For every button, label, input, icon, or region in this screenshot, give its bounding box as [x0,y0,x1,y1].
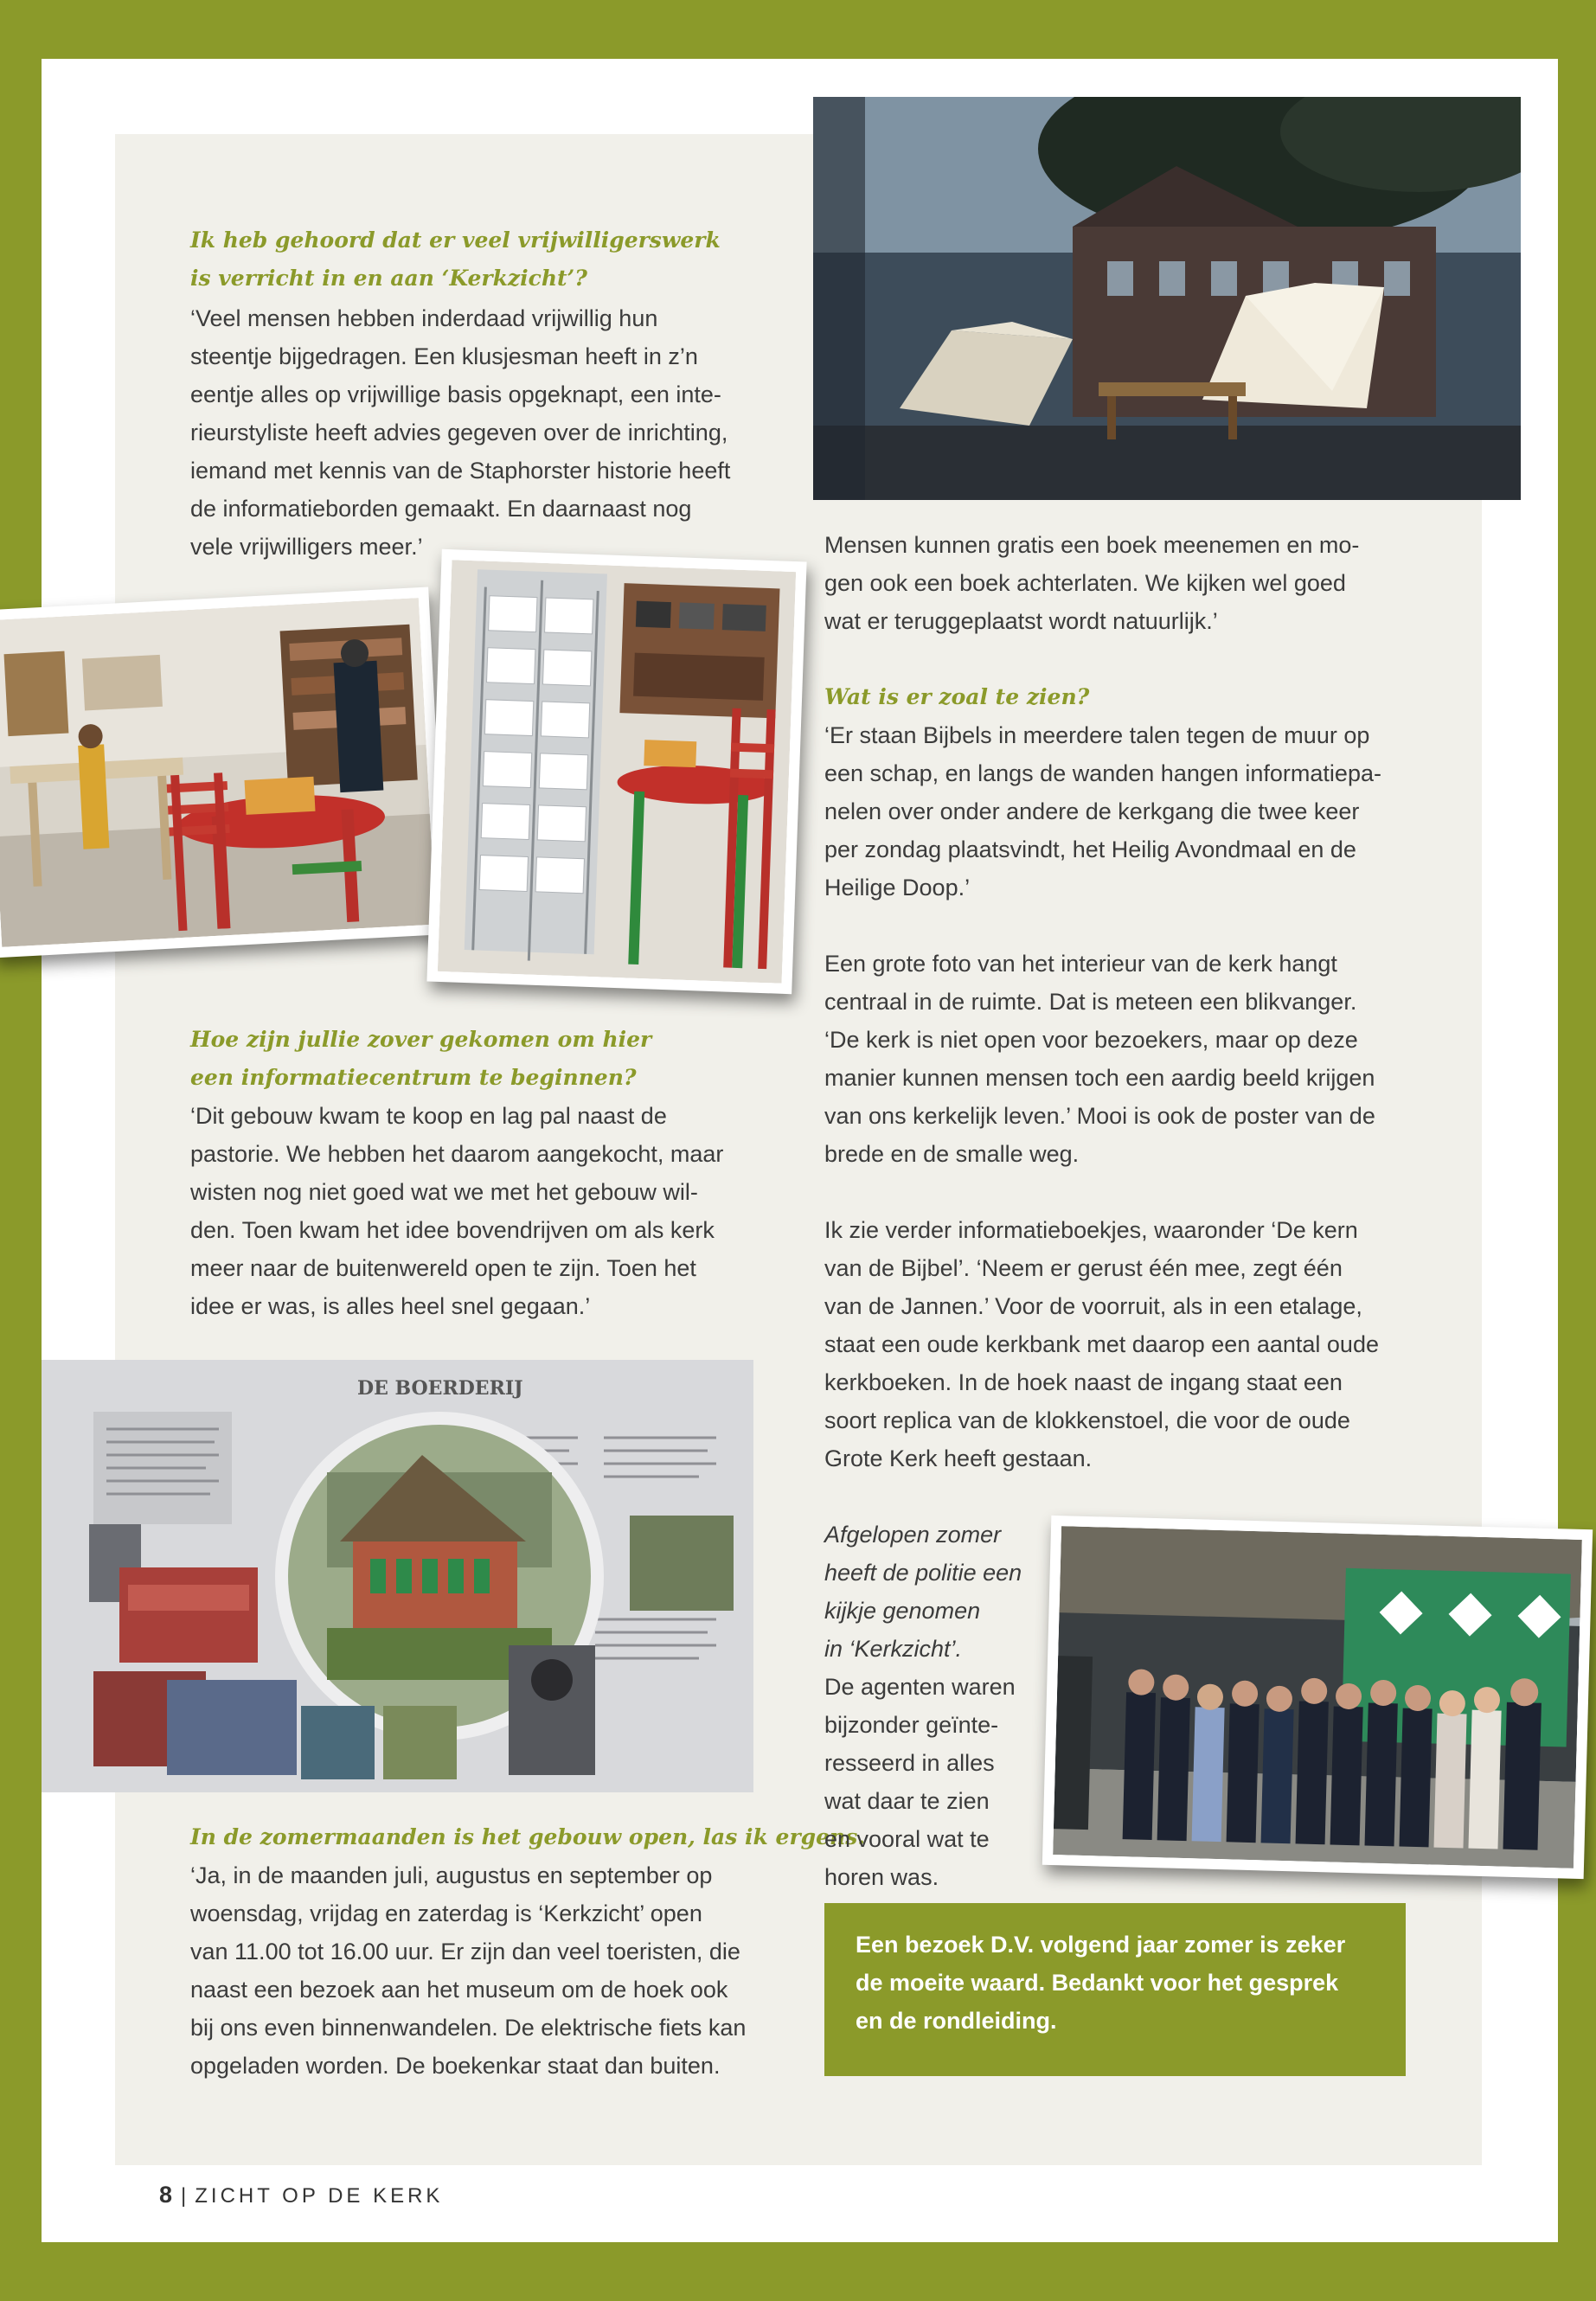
text-line: per zondag plaatsvindt, het Heilig Avondmaal en de [824,836,1356,862]
question-summer-months [190,1818,865,1856]
text-line: heeft de politie een [824,1560,1022,1586]
magazine-name: ZICHT OP DE KERK [195,2184,444,2208]
text-line: De agenten waren [824,1674,1016,1700]
text-line: idee er was, is alles heel snel gegaan.’ [190,1293,591,1319]
text-line: ‘Veel mensen hebben inderdaad vrijwillig hun [190,305,658,331]
footer-separator: | [181,2184,187,2208]
text-line: manier kunnen mensen toch een aardig beeld krijgen [824,1065,1375,1091]
text-line: gen ook een boek achterlaten. We kijken wel goed [824,570,1346,596]
text-line: rieurstyliste heeft advies gegeven over de inrichting, [190,420,728,445]
answer-what-to-see [824,716,1381,907]
text-line: bijzonder geïnte- [824,1712,999,1738]
question-information-centre [190,1021,651,1097]
page-number: 8 [159,2182,173,2208]
text-line: ‘Ja, in de maanden juli, augustus en september op [190,1862,713,1888]
text-line: wisten nog niet goed wat we met het gebouw wil- [190,1179,698,1205]
text-line: en de rondleiding. [856,2008,1057,2034]
text-line: Mensen kunnen gratis een boek meenemen en mo- [824,532,1360,558]
question-volunteers [190,221,721,298]
text-line: Ik zie verder informatieboekjes, waaronder ‘De kern [824,1217,1358,1243]
text-line: soort replica van de klokkenstoel, die voor de oude [824,1407,1350,1433]
text-line: vele vrijwilligers meer.’ [190,534,423,560]
text-line: kijkje genomen [824,1598,981,1624]
question-line: In de zomermaanden is het gebouw open, las ik ergens. [190,1824,865,1849]
text-line: de moeite waard. Bedankt voor het gesprek [856,1970,1339,1996]
text-line: bij ons even binnenwandelen. De elektrische fiets kan [190,2015,747,2041]
photo-caption-police [824,1516,1022,1896]
text-line: opgeladen worden. De boekenkar staat dan buiten. [190,2053,721,2079]
text-line: Afgelopen zomer [824,1522,1002,1548]
text-line: Een bezoek D.V. volgend jaar zomer is zeker [856,1932,1346,1958]
text-line: brede en de smalle weg. [824,1141,1080,1167]
answer-information-centre [190,1097,723,1325]
text-line: centraal in de ruimte. Dat is meteen een blikvanger. [824,989,1357,1015]
page-footer [159,2182,443,2208]
text-line: wat er teruggeplaatst wordt natuurlijk.’ [824,608,1218,634]
question-line: Hoe zijn jullie zover gekomen om hier [190,1027,652,1052]
closing-note-box [824,1903,1406,2076]
text-line: de informatieborden gemaakt. En daarnaast nog [190,496,692,522]
photo-interior-card [0,587,446,958]
question-line: is verricht in en aan ‘Kerkzicht’? [190,266,587,291]
text-line: naast een bezoek aan het museum om de hoek ook [190,1977,728,2003]
photo-interior [0,598,436,947]
paragraph-large-photo [824,945,1375,1173]
text-line: resseerd in alles [824,1750,995,1776]
photo-postcard-rack-card [426,549,806,994]
text-line: Heilige Doop.’ [824,875,971,901]
text-line: iemand met kennis van de Staphorster historie heeft [190,458,731,484]
text-books-exchange [824,526,1359,640]
photo-police-group-card [1042,1516,1593,1879]
question-line: een informatiecentrum te beginnen? [190,1065,637,1090]
text-line: pastorie. We hebben het daarom aangekocht, maar [190,1141,724,1167]
text-line: in ‘Kerkzicht’. [824,1636,963,1662]
text-line: meer naar de buitenwereld open te zijn. Toen het [190,1255,696,1281]
text-line: nelen over onder andere de kerkgang die twee keer [824,798,1360,824]
paragraph-info-booklets [824,1211,1379,1477]
text-line: Een grote foto van het interieur van de kerk hangt [824,951,1337,977]
question-line: Wat is er zoal te zien? [824,684,1090,709]
text-line: ‘Er staan Bijbels in meerdere talen tegen de muur op [824,722,1370,748]
photo-postcard-rack [438,560,796,984]
text-line: steentje bijgedragen. Een klusjesman heeft in z’n [190,343,698,369]
text-line: woensdag, vrijdag en zaterdag is ‘Kerkzicht’ open [190,1900,702,1926]
text-line: en vooral wat te [824,1826,990,1852]
poster-title: DE BOERDERIJ [357,1377,523,1400]
text-line: horen was. [824,1864,939,1890]
text-line: wat daar te zien [824,1788,990,1814]
text-line: van 11.00 tot 16.00 uur. Er zijn dan veel toeristen, die [190,1939,740,1965]
text-line: staat een oude kerkbank met daarop een aantal oude [824,1331,1379,1357]
text-line: eentje alles op vrijwillige basis opgeknapt, een inte- [190,381,721,407]
text-line: een schap, en langs de wanden hangen informatiepa- [824,760,1381,786]
photo-police-group [1053,1526,1582,1868]
text-line: ‘De kerk is niet open voor bezoekers, maar op deze [824,1027,1358,1053]
text-line: van ons kerkelijk leven.’ Mooi is ook de poster van de [824,1103,1375,1129]
answer-volunteers [190,299,730,566]
text-line: kerkboeken. In de hoek naast de ingang staat een [824,1369,1343,1395]
question-what-to-see [824,678,1089,716]
photo-window-books [813,97,1521,500]
text-line: Grote Kerk heeft gestaan. [824,1445,1093,1471]
text-line: van de Bijbel’. ‘Neem er gerust één mee, zegt één [824,1255,1343,1281]
question-line: Ik heb gehoord dat er veel vrijwilligerswerk [190,228,721,253]
text-line: den. Toen kwam het idee bovendrijven om als kerk [190,1217,715,1243]
answer-summer-months [190,1856,746,2085]
photo-farm-poster [42,1360,753,1792]
text-line: ‘Dit gebouw kwam te koop en lag pal naast de [190,1103,667,1129]
text-line: van de Jannen.’ Voor de voorruit, als in een etalage, [824,1293,1362,1319]
